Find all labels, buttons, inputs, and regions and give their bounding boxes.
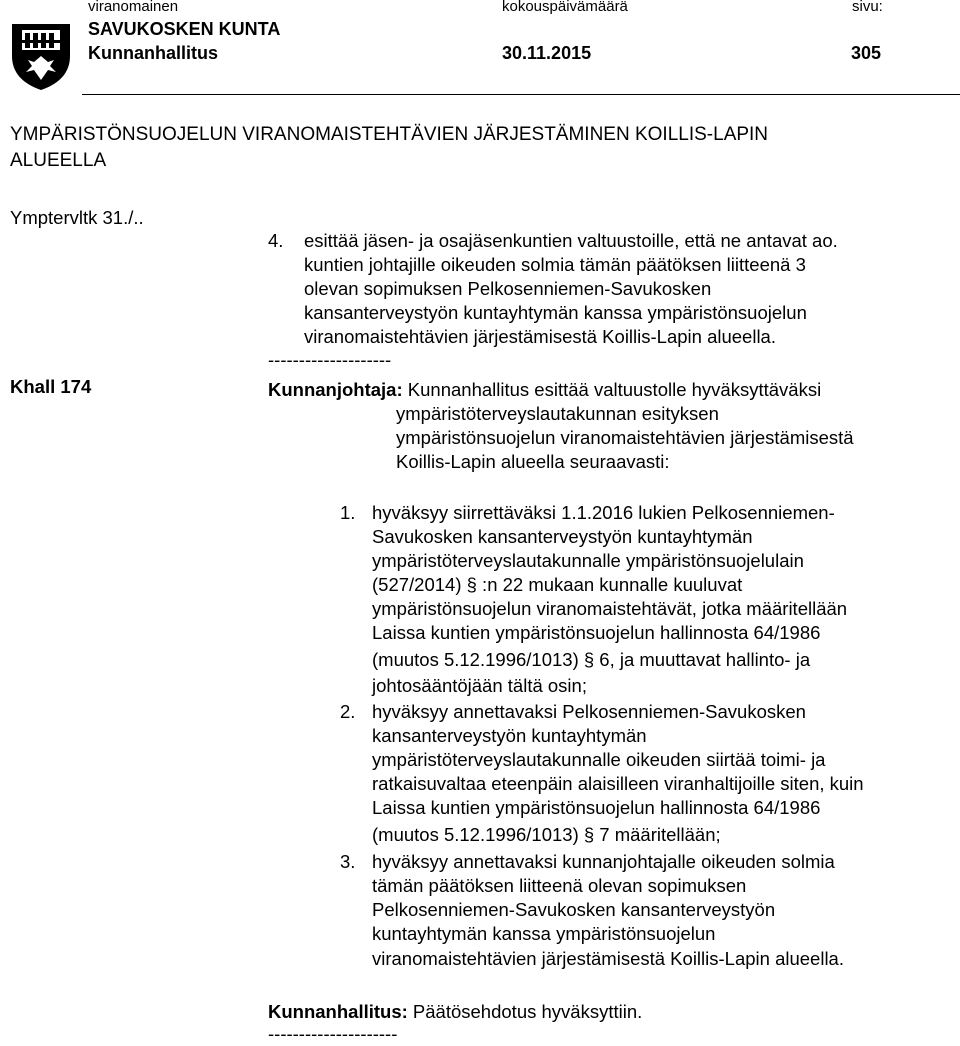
decision-text: Päätösehdotus hyväksyttiin. [412, 1001, 643, 1022]
proposal-first-line [268, 378, 821, 402]
item4-line-3: olevan sopimuksen Pelkosenniemen-Savukosken [304, 278, 712, 299]
item1-line-1: hyväksyy siirrettäväksi 1.1.2016 lukien Pelkosenniemen- [372, 502, 835, 523]
item2-line-5: Laissa kuntien ympäristönsuojelun hallinnosta 64/1986 [372, 797, 821, 818]
item1-line-3: ympäristöterveyslautakunnalle ympäristönsuojelulain [372, 550, 804, 571]
proposal-speaker: Kunnanjohtaja: [268, 379, 403, 400]
header-page-number: 305 [851, 43, 882, 63]
item3-line-2: tämän päätöksen liitteenä olevan sopimuksen [372, 875, 747, 896]
header-body-name: Kunnanhallitus [88, 43, 218, 63]
proposal-line-4: Koillis-Lapin alueella seuraavasti: [396, 451, 670, 472]
item1-line-8: johtosääntöjään tältä osin; [372, 675, 587, 696]
proposal-line-3: ympäristönsuojelun viranomaistehtävien järjestämisestä [396, 427, 854, 448]
item2-line-4: ratkaisuvaltaa eteenpäin alaisilleen viranhaltijoille siten, kuin [372, 773, 864, 794]
header-municipality: SAVUKOSKEN KUNTA [88, 19, 281, 39]
item2-line-2: kansanterveystyön kuntayhtymän [372, 725, 647, 746]
item3-line-3: Pelkosenniemen-Savukosken kansanterveystyön [372, 899, 776, 920]
item3-number: 3. [340, 851, 356, 872]
proposal-text-first: Kunnanhallitus esittää valtuustolle hyväksyttäväksi [407, 379, 822, 400]
item1-line-7: (muutos 5.12.1996/1013) § 6, ja muuttavat hallinto- ja [372, 649, 811, 670]
separator-1: -------------------- [268, 349, 392, 370]
decision-speaker: Kunnanhallitus: [268, 1001, 408, 1022]
document-title-line-1: YMPÄRISTÖNSUOJELUN VIRANOMAISTEHTÄVIEN JÄRJESTÄMINEN KOILLIS-LAPIN [10, 124, 769, 145]
header-date: 30.11.2015 [502, 43, 592, 63]
item1-line-2: Savukosken kansanterveystyön kuntayhtymän [372, 526, 753, 547]
item2-line-3: ympäristöterveyslautakunnalle oikeuden siirtää toimi- ja [372, 749, 826, 770]
header-divider [82, 94, 960, 95]
decision-line [268, 1000, 642, 1024]
item3-line-1: hyväksyy annettavaksi kunnanjohtajalle oikeuden solmia [372, 851, 835, 872]
item2-number: 2. [340, 701, 356, 722]
previous-reference: Ymptervltk 31./.. [10, 207, 144, 228]
header-label-meeting-date: kokouspäivämäärä [502, 0, 628, 15]
separator-2: --------------------- [268, 1023, 398, 1044]
item4-line-5: viranomaistehtävien järjestämisestä Koillis-Lapin alueella. [304, 326, 776, 347]
item1-line-4: (527/2014) § :n 22 mukaan kunnalle kuuluvat [372, 574, 743, 595]
item3-line-4: kuntayhtymän kanssa ympäristönsuojelun [372, 923, 716, 944]
item2-line-6: (muutos 5.12.1996/1013) § 7 määritellään; [372, 824, 721, 845]
item4-line-2: kuntien johtajille oikeuden solmia tämän päätöksen liitteenä 3 [304, 254, 806, 275]
khall-label: Khall 174 [10, 376, 92, 397]
item4-number: 4. [268, 230, 284, 251]
item1-number: 1. [340, 502, 356, 523]
proposal-line-2: ympäristöterveyslautakunnan esityksen [396, 403, 719, 424]
header-label-authority: viranomainen [88, 0, 179, 15]
item3-line-5: viranomaistehtävien järjestämisestä Koillis-Lapin alueella. [372, 948, 844, 969]
item1-line-5: ympäristönsuojelun viranomaistehtävät, jotka määritellään [372, 598, 848, 619]
item4-line-1: esittää jäsen- ja osajäsenkuntien valtuustoille, että ne antavat ao. [304, 230, 838, 251]
item4-line-4: kansanterveystyön kuntayhtymän kanssa ympäristönsuojelun [304, 302, 807, 323]
item1-line-6: Laissa kuntien ympäristönsuojelun hallinnosta 64/1986 [372, 622, 821, 643]
document-title-line-2: ALUEELLA [10, 150, 107, 171]
item2-line-1: hyväksyy annettavaksi Pelkosenniemen-Savukosken [372, 701, 806, 722]
header-label-page: sivu: [852, 0, 883, 15]
municipality-coat-of-arms-logo [10, 22, 72, 92]
